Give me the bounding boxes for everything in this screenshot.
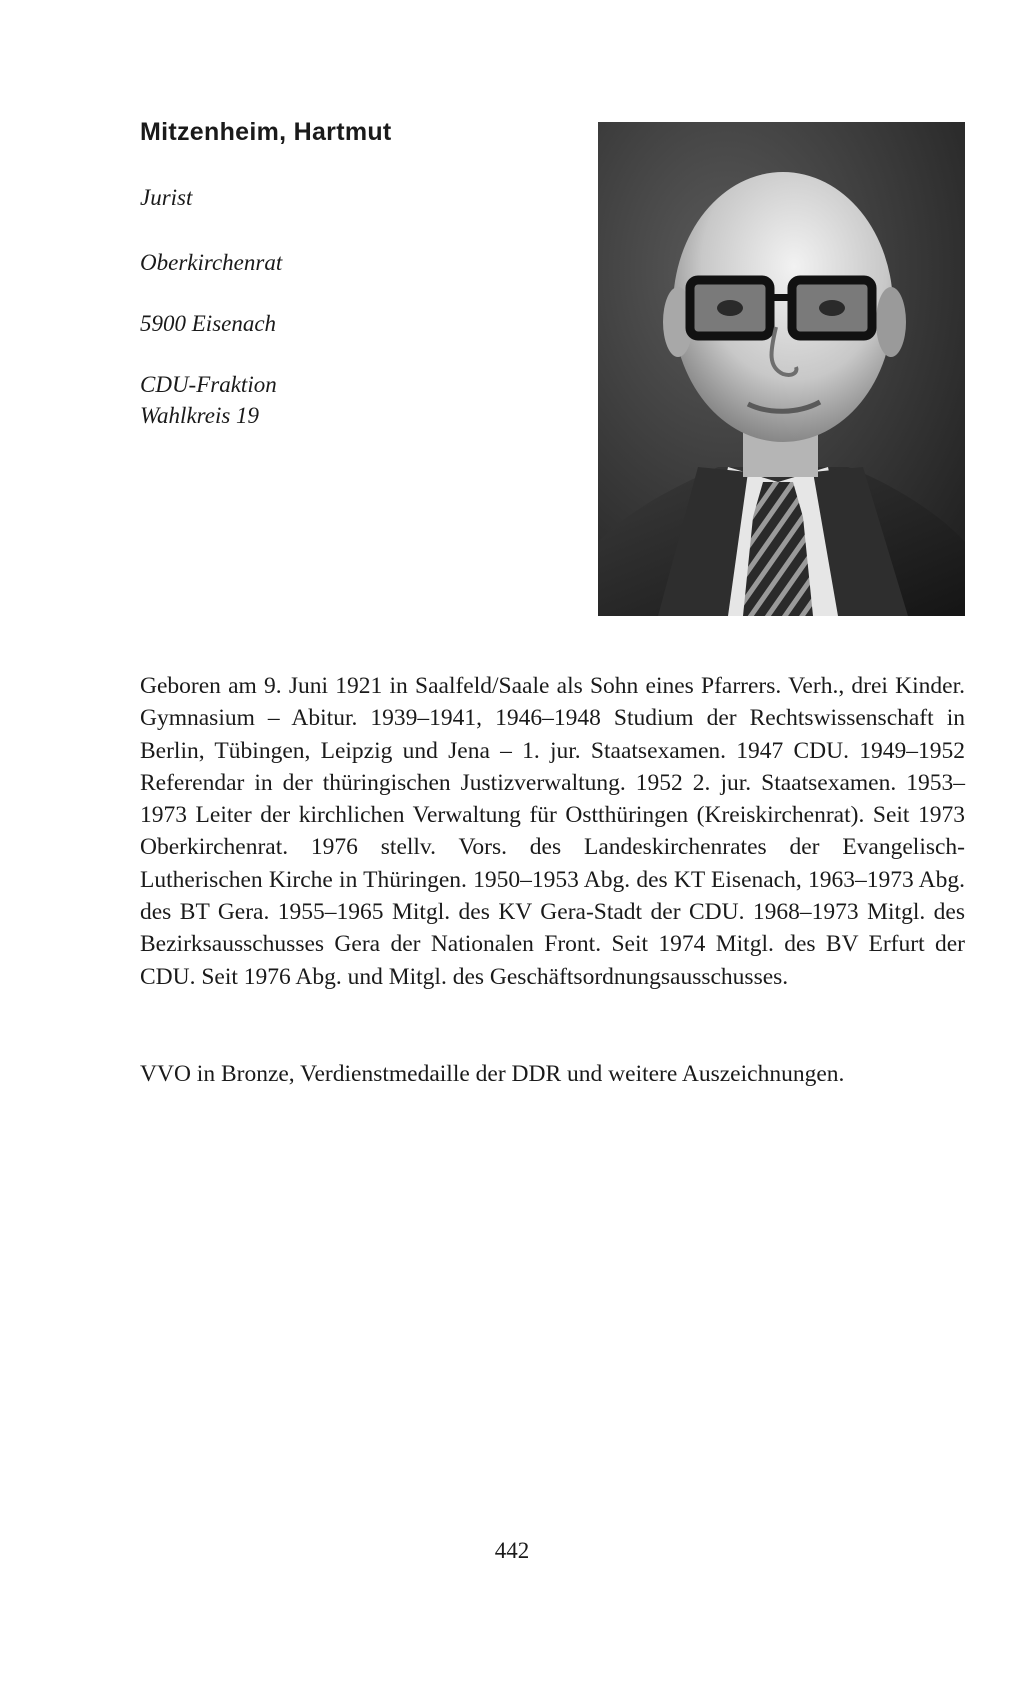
- awards-text: VVO in Bronze, Verdienstmedaille der DDR und weitere Auszeichnungen.: [140, 1061, 845, 1087]
- portrait-image: [598, 122, 965, 616]
- faction: CDU-Fraktion: [140, 372, 277, 397]
- portrait-photo: [598, 122, 965, 616]
- biography-text: Geboren am 9. Juni 1921 in Saalfeld/Saale als Sohn eines Pfarrers. Verh., drei Kinder. Gymnasium – Abitur. 1939–1941, 1946–1948 Studium der Rechtswissenschaft in Berlin, Tübingen, Leipzig und Jena – 1. jur. Staatsexamen. 1947 CDU. 1949–1952 Referendar in der thüringischen Justizverwaltung. 1952 2. jur. Staatsexamen. 1953–1973 Leiter der kirchlichen Verwaltung für Ostthüringen (Kreiskirchenrat). Seit 1973 Oberkirchenrat. 1976 stellv. Vors. des Landeskirchenrates der Evangelisch-Lutherischen Kirche in Thüringen. 1950–1953 Abg. des KT Eisenach, 1963–1973 Abg. des BT Gera. 1955–1965 Mitgl. des KV Gera-Stadt der CDU. 1968–1973 Mitgl. des Bezirksausschusses Gera der Nationalen Front. Seit 1974 Mitgl. des BV Erfurt der CDU. Seit 1976 Abg. und Mitgl. des Geschäftsordnungsausschusses.: [140, 673, 965, 990]
- person-name: Mitzenheim, Hartmut: [140, 118, 392, 146]
- position: Oberkirchenrat: [140, 250, 283, 275]
- page-number: 442: [494, 1538, 530, 1563]
- constituency: Wahlkreis 19: [140, 403, 260, 428]
- location: 5900 Eisenach: [140, 311, 277, 336]
- profession: Jurist: [140, 185, 193, 210]
